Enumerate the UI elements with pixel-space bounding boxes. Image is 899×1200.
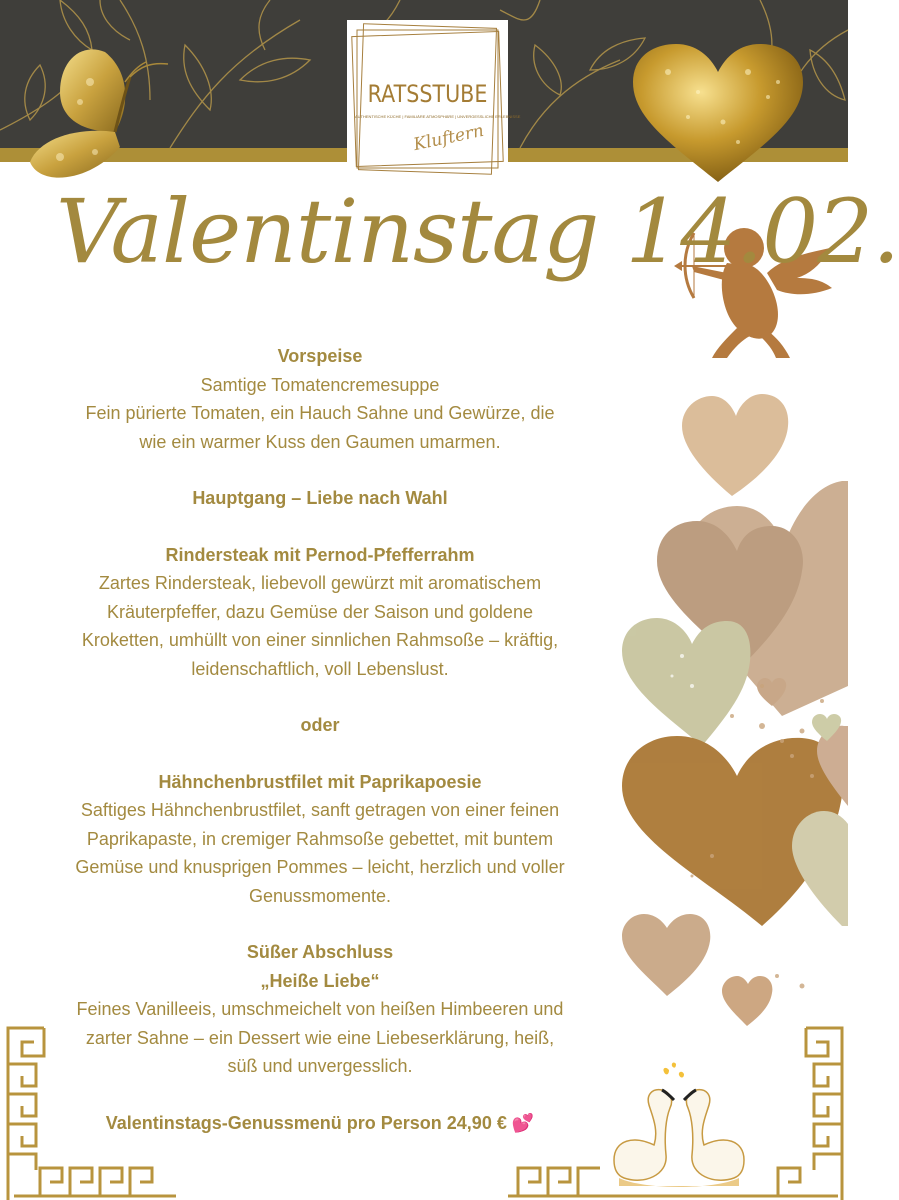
option2-description-line: Genussmomente.	[248, 885, 392, 906]
starter-description-line: wie ein warmer Kuss den Gaumen umarmen.	[139, 431, 501, 452]
greek-key-frame-left-icon	[0, 1020, 176, 1200]
option1-name: Rindersteak mit Pernod-Pfefferrahm	[165, 544, 475, 565]
option1-description-line: Zartes Rindersteak, liebevoll gewürzt mit aromatischem	[98, 573, 542, 593]
watercolor-hearts-icon	[612, 386, 848, 1036]
two-hearts-icon: 💕	[511, 1112, 535, 1133]
option1-description-line: leidenschaftlich, voll Lebenslust.	[191, 658, 449, 679]
logo-name: RATSSTUBE	[367, 80, 488, 108]
main-course-heading: Hauptgang – Liebe nach Wahl	[192, 488, 448, 508]
gold-heart-icon	[628, 42, 808, 184]
option2-description-line: Saftiges Hähnchenbrustfilet, sanft getragen von einer feinen	[80, 800, 560, 820]
swans-icon	[604, 1060, 754, 1192]
starter-heading: Vorspeise	[277, 346, 363, 366]
option2-description-line: Gemüse und knusprigen Pommes – leicht, herzlich und voller	[75, 857, 565, 877]
logo-script: Kluftern	[411, 120, 486, 156]
butterfly-icon	[20, 22, 170, 182]
option2-name: Hähnchenbrustfilet mit Paprikapoesie	[158, 771, 482, 792]
price-text: Valentinstags-Genussmenü pro Person 24,90 €	[105, 1112, 507, 1133]
option1-description-line: Kräuterpfeffer, dazu Gemüse der Saison und goldene	[107, 601, 533, 622]
dessert-dish: „Heiße Liebe“	[260, 970, 380, 991]
option2-description-line: Paprikapaste, in cremiger Rahmsoße gebettet, mit buntem	[86, 828, 554, 849]
dessert-description-line: Feines Vanilleeis, umschmeichelt von heißen Himbeeren und	[76, 999, 564, 1019]
option1-description-line: Kroketten, umhüllt von einer sinnlichen Rahmsoße – kräftig,	[81, 630, 559, 650]
ratsstube-logo	[347, 20, 521, 178]
menu-content	[40, 342, 600, 1137]
dessert-description-line: süß und unvergesslich.	[227, 1056, 413, 1076]
dessert-heading: Süßer Abschluss	[246, 942, 394, 962]
page-title: Valentinstag 14.02.	[56, 180, 899, 283]
starter-dish: Samtige Tomatencremesuppe	[200, 374, 440, 395]
or-separator: oder	[300, 715, 340, 735]
starter-description-line: Fein pürierte Tomaten, ein Hauch Sahne und Gewürze, die	[85, 403, 555, 423]
dessert-description-line: zarter Sahne – ein Dessert wie eine Liebeserklärung, heiß,	[85, 1027, 555, 1048]
logo-tagline: AUTHENTISCHE KÜCHE | FAMILIÄRE ATMOSPHÄRE | UNVERGESSLICHE ERLEBNISSE	[355, 114, 521, 119]
